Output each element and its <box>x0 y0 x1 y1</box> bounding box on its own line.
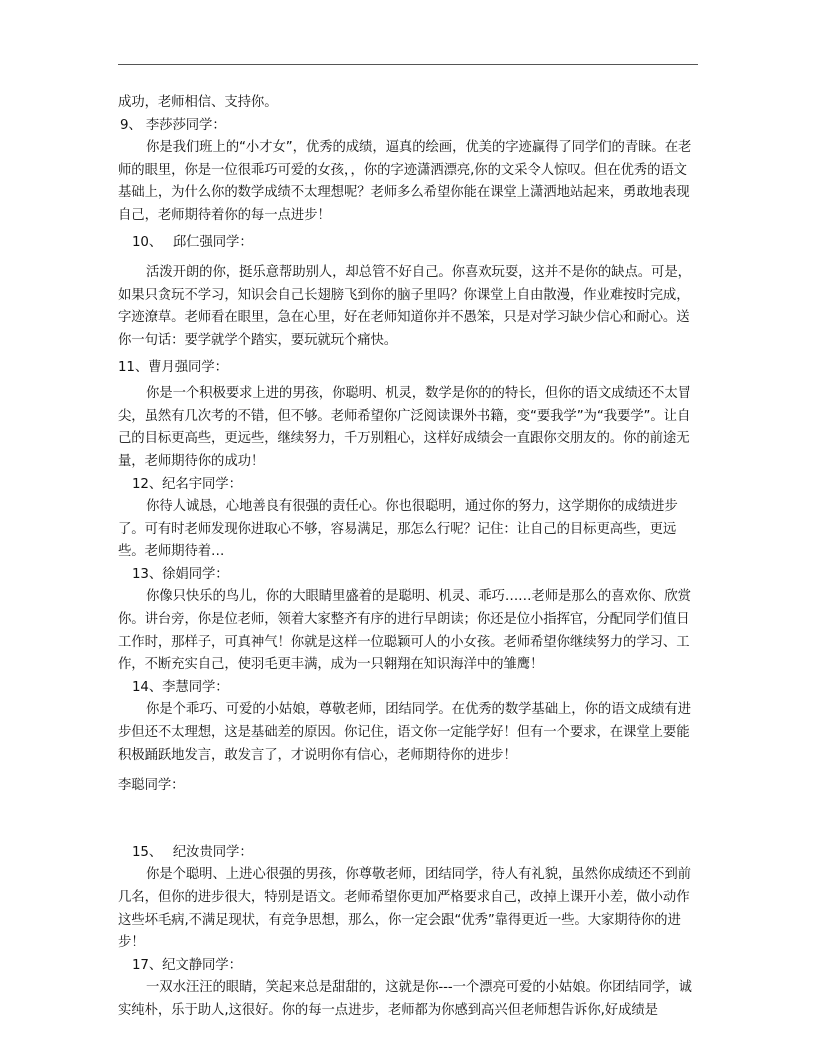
header-rule <box>118 64 698 65</box>
comment-student-12: 你待人诚恳，心地善良有很强的责任心。你也很聪明，通过你的努力，这学期你的成绩进步了。可有时老师发现你进取心不够，容易满足，那怎么行呢？记住：让自己的目标更高些，更远些。老师期待着… <box>118 499 678 560</box>
paragraph-continuation: 成功，老师相信、支持你。 <box>118 95 278 110</box>
heading-student-14: 14、李慧同学： <box>132 679 229 695</box>
heading-student-15: 15、 纪汝贵同学： <box>132 844 253 860</box>
comment-student-14: 你是个乖巧、可爱的小姑娘，尊敬老师，团结同学。在优秀的数学基础上，你的语文成绩有进步但还不太理想，这是基础差的原因。你记住，语文你一定能学好！但有一个要求，在课堂上要能积极踊跃地发言，敢发言了，才说明你有信心，老师期待你的进步！ <box>118 702 691 763</box>
comment-student-15: 你是个聪明、上进心很强的男孩，你尊敬老师，团结同学，待人有礼貌，虽然你成绩还不到前几名，但你的进步很大，特别是语文。老师希望你更加严格要求自己，改掉上课开小差，做小动作这些坏毛病,不满足现状，有竞争思想，那么，你一定会跟“优秀”靠得更近一些。大家期待你的进步！ <box>118 867 691 951</box>
heading-student-9: 9、 李莎莎同学： <box>120 117 226 133</box>
heading-student-11: 11、曹月强同学： <box>118 359 228 375</box>
comment-student-13: 你像只快乐的鸟儿，你的大眼睛里盛着的是聪明、机灵、乖巧……老师是那么的喜欢你、欣赏你。讲台旁，你是位老师，领着大家整齐有序的进行早朗读；你还是位小指挥官，分配同学们值日工作时，那样子，可真神气！你就是这样一位聪颖可人的小女孩。老师希望你继续努力的学习、工作，不断充实自己，使羽毛更丰满，成为一只翱翔在知识海洋中的雏鹰！ <box>118 589 691 673</box>
heading-student-10: 10、 邱仁强同学： <box>132 234 253 250</box>
document-body <box>118 92 700 1023</box>
comment-student-11: 你是一个积极要求上进的男孩，你聪明、机灵，数学是你的的特长，但你的语文成绩还不太冒尖，虽然有几次考的不错，但不够。老师希望你广泛阅读课外书籍，变“要我学”为“我要学”。让自己的目标更高些，更远些，继续努力，千万别粗心，这样好成绩会一直跟你交朋友的。你的前途无量，老师期待你的成功！ <box>118 386 691 469</box>
comment-student-10: 活泼开朗的你，挺乐意帮助别人，却总管不好自己。你喜欢玩耍，这并不是你的缺点。可是，如果只贪玩不学习，知识会自己长翅膀飞到你的脑子里吗？你课堂上自由散漫，作业难按时完成，字迹潦草。老师看在眼里，急在心里，好在老师知道你并不愚笨，只是对学习缺少信心和耐心。送你一句话：要学就学个踏实，要玩就玩个痛快。 <box>118 265 691 348</box>
comment-student-9: 你是我们班上的“小才女”，优秀的成绩，逼真的绘画，优美的字迹赢得了同学们的青睐。在老师的眼里，你是一位很乖巧可爱的女孩，，你的字迹潇洒漂亮,你的文采令人惊叹。但在优秀的语文基础上，为什么你的数学成绩不太理想呢？老师多么希望你能在课堂上潇洒地站起来，勇敢地表现自己，老师期待着你的每一点进步！ <box>118 140 692 223</box>
heading-student-17: 17、纪文静同学： <box>132 957 242 973</box>
heading-li-cong: 李聪同学： <box>118 778 185 794</box>
heading-student-13: 13、徐娟同学： <box>132 566 229 582</box>
heading-student-12: 12、纪名宇同学： <box>132 476 242 492</box>
comment-student-17: 一双水汪汪的眼睛，笑起来总是甜甜的，这就是你---一个漂亮可爱的小姑娘。你团结同学，诚实纯朴，乐于助人,这很好。你的每一点进步，老师都为你感到高兴但老师想告诉你,好成绩是 <box>118 980 692 1018</box>
